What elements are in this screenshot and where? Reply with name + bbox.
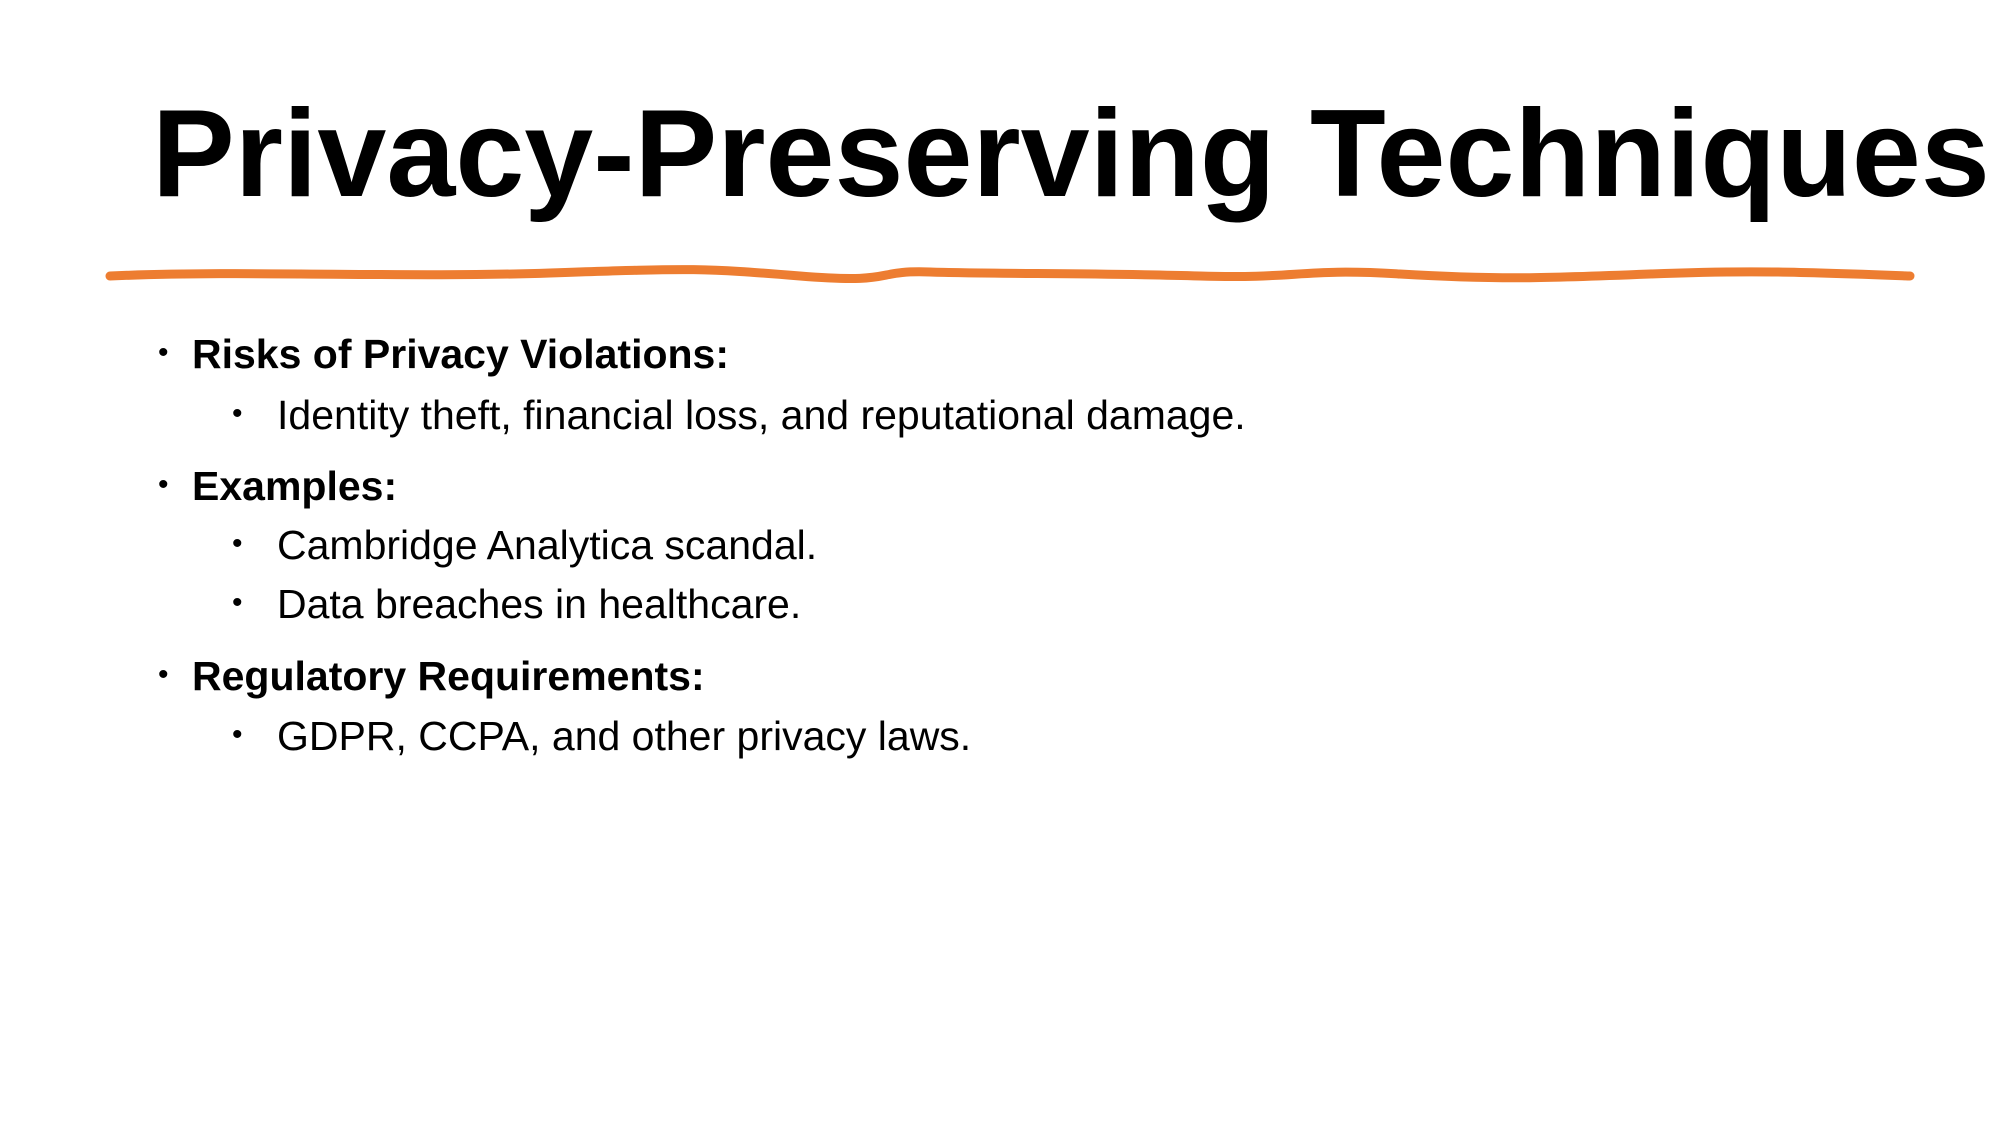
slide-title: Privacy-Preserving Techniques (152, 85, 1990, 223)
bullet-icon: • (232, 527, 243, 561)
bullet-text: Cambridge Analytica scandal. (277, 522, 818, 568)
bullet-text: Identity theft, financial loss, and reputational damage. (277, 392, 1246, 438)
bullet-icon: • (158, 336, 169, 370)
bullet-text: Risks of Privacy Violations: (192, 331, 730, 377)
bullet-text: GDPR, CCPA, and other privacy laws. (277, 713, 972, 759)
sub-bullet-privacy-laws (232, 713, 972, 759)
bullet-icon: • (232, 586, 243, 620)
sub-bullet-cambridge-analytica (232, 522, 818, 568)
bullet-icon: • (232, 718, 243, 752)
sub-bullet-healthcare-breaches (232, 581, 802, 627)
bullet-icon: • (158, 658, 169, 692)
sub-bullet-identity-theft (232, 392, 1246, 438)
bullet-examples (158, 463, 398, 509)
bullet-text: Data breaches in healthcare. (277, 581, 802, 627)
bullet-regulatory (158, 653, 705, 699)
bullet-risks (158, 331, 730, 377)
bullet-icon: • (232, 397, 243, 431)
bullet-text: Regulatory Requirements: (192, 653, 705, 699)
bullet-text: Examples: (192, 463, 398, 509)
bullet-icon: • (158, 468, 169, 502)
title-underline (100, 260, 1920, 290)
